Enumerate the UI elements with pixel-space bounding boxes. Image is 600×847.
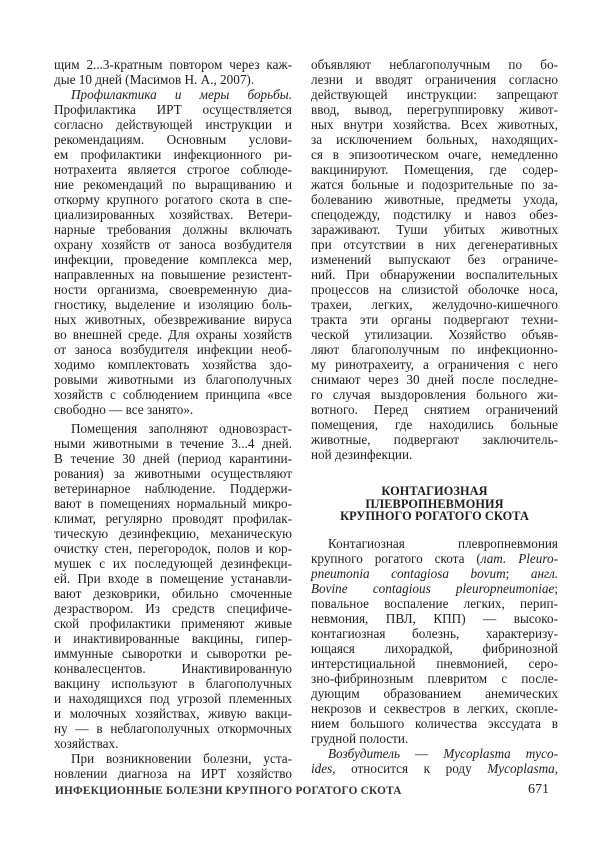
text-line: ем профилактики инфекционного ри- <box>54 147 292 162</box>
text-line: изменений выпускают без ограниче- <box>311 252 558 267</box>
text-line: дующим образованием анемических <box>311 685 558 701</box>
text-line: ной дезинфекции. <box>311 447 413 462</box>
text-line: ными животными в течение 3...4 дней. <box>54 436 292 451</box>
text-line: циализированных хозяйствах. Ветери- <box>54 207 292 222</box>
text-line: ческой утилизации. Хозяйство объяв- <box>311 327 558 342</box>
text-line: Профилактика ИРТ осуществляется <box>54 102 292 117</box>
text-line: новлении диагноза на ИРТ хозяйство <box>54 766 292 781</box>
text-line: иммунные сыворотки и сыворотки ре- <box>54 646 292 661</box>
text-line: щим 2...3-кратным повтором через каж- <box>54 57 292 72</box>
text-line: хозяйств с соблюдением принципа «все <box>54 387 292 402</box>
right-column <box>311 57 558 776</box>
text-line: некрозов и секвестров в легких, скопле- <box>311 700 558 716</box>
text-line: вакцину используют в благополучных <box>54 676 292 691</box>
text-line: В течение 30 дней (период карантини- <box>54 451 292 466</box>
text-line: согласно действующей инструкции и <box>54 117 292 132</box>
text-line: процессов на слизистой оболочке носа, <box>311 282 558 297</box>
text-line: во внешней среде. Для охраны хозяйств <box>54 327 292 342</box>
text-line: направленных на повышение резистент- <box>54 267 292 282</box>
italic-text: Возбудитель <box>328 745 400 761</box>
text-line: очистку стен, перегородок, полов и кор- <box>54 541 292 556</box>
paragraph <box>54 57 292 87</box>
paragraph <box>311 746 558 776</box>
text-line: ных животных, обезвреживание вируса <box>54 312 292 327</box>
text-line: тическую дезинфекцию, механическую <box>54 526 292 541</box>
text-line: и молочных хозяйствах, живую вакци- <box>54 706 292 721</box>
section-heading <box>311 485 558 523</box>
text-line: рования) за животными осуществляют <box>54 466 292 481</box>
text-line: ходимо комплектовать хозяйства здо- <box>54 357 292 372</box>
text-line: го случая выздоровления больного жи- <box>311 387 558 402</box>
text-line: невмония, ПВЛ, КПП) — высоко- <box>311 610 558 626</box>
text-line <box>54 87 292 102</box>
text-line: нием большого количества экссудата в <box>311 715 558 731</box>
text-line: ных внутри хозяйства. Всех животных, <box>311 117 558 132</box>
text-line: свободно — все занято». <box>54 402 194 417</box>
text-line: гностику, выделение и изоляцию боль- <box>54 297 292 312</box>
text-line: трахеи, легких, желудочно-кишечного <box>311 297 558 312</box>
paragraph <box>54 421 292 751</box>
italic-text: ides <box>311 760 333 776</box>
text-line: ей. При входе в помещение устанавли- <box>54 571 292 586</box>
right-column-text-after-heading <box>311 536 558 776</box>
italic-text: Bovine contagious pleuropneumoniae <box>311 580 555 596</box>
paragraph <box>54 751 292 781</box>
text-line: спецодежду, подстилку и навоз обез- <box>311 207 558 222</box>
paragraph <box>311 57 558 462</box>
text-line: нотрахеита является строгое соблюде- <box>54 162 292 177</box>
italic-text: англ. <box>530 565 559 581</box>
text-line: при отсутствии в них дегенеративных <box>311 237 558 252</box>
section-heading-line: КРУПНОГО РОГАТОГО СКОТА <box>340 509 529 524</box>
running-footer-title: ИНФЕКЦИОННЫЕ БОЛЕЗНИ КРУПНОГО РОГАТОГО СКОТА <box>55 785 402 797</box>
text-line: снимают через 30 дней после последне- <box>311 372 558 387</box>
text-line: вают дезковрики, обильно смоченные <box>54 586 292 601</box>
text-line: вотного. Перед снятием ограничений <box>311 402 558 417</box>
text-line: болеванию животные, предметы ухода, <box>311 192 558 207</box>
text-line: ние рекомендаций по выращиванию и <box>54 177 292 192</box>
text-line: ся в эпизоотическом очаге, немедленно <box>311 147 558 162</box>
section-heading-line: ПЛЕВРОПНЕВМОНИЯ <box>365 496 504 511</box>
text-line: крупного рогатого скота (лат. Pleuro- <box>311 550 559 566</box>
text-line: климат, регулярно проводят профилак- <box>54 511 292 526</box>
text-line: дые 10 дней (Масимов Н. А., 2007). <box>54 72 255 87</box>
paragraph <box>311 536 558 746</box>
italic-text: лат. Pleuro- <box>480 550 559 566</box>
text-line: ввод, вывод, перегруппировку живот- <box>311 102 558 117</box>
text-line: ides, относится к роду Mycoplasma, <box>311 760 558 776</box>
text-line: тракта эти органы подвергают техни- <box>311 312 558 327</box>
text-line: зараживают. Туши убитых животных <box>311 222 558 237</box>
text-line: вают в помещениях нормальный микро- <box>54 496 292 511</box>
text-line: ровыми животными из благополучных <box>54 372 292 387</box>
text-line: контагиозная болезнь, характеризу- <box>311 625 558 641</box>
text-line: ющаяся лихорадкой, фибринозной <box>311 640 558 656</box>
text-line: Контагиозная плевропневмония <box>328 535 558 551</box>
text-line: интерстициальной пневмонией, серо- <box>311 655 558 671</box>
text-line: дезраствором. Из средств специфиче- <box>54 601 292 616</box>
text-line: ну — в неблагополучных откормочных <box>54 721 292 736</box>
text-line: му ринотрахеиту, а ограничения с него <box>311 357 558 372</box>
text-line: Bovine contagious pleuropneumoniae; <box>311 580 558 596</box>
text-line: лезни и вводят ограничения согласно <box>311 72 558 87</box>
text-line: за исключением больных, находящих- <box>311 132 558 147</box>
italic-text: Mycoplasma <box>487 760 555 776</box>
text-line: грудной полости. <box>311 730 409 746</box>
text-line: Возбудитель — Mycoplasma myco- <box>328 745 558 761</box>
text-line: рекомендациям. Основным услови- <box>54 132 292 147</box>
text-line: ской профилактики применяют живые <box>54 616 292 631</box>
text-line: конвалесцентов. Инактивированную <box>54 661 292 676</box>
text-line: инфекции, проведение комплекса мер, <box>54 252 292 267</box>
text-line: действующей инструкции: запрещают <box>311 87 558 102</box>
text-line: охрану хозяйств от заноса возбудителя <box>54 237 292 252</box>
text-line: зно-фибринозным плевритом с после- <box>311 670 558 686</box>
text-line: При возникновении болезни, уста- <box>71 751 292 766</box>
text-line: откорму крупного рогатого скота в спе- <box>54 192 292 207</box>
text-line: мушек с их последующей дезинфекци- <box>54 556 292 571</box>
text-line: от заноса возбудителя инфекции необ- <box>54 342 292 357</box>
text-line: объявляют неблагополучным по бо- <box>311 57 558 72</box>
italic-text: Профилактика и меры борьбы. <box>71 87 292 102</box>
text-line: хозяйствах. <box>54 736 119 751</box>
text-line: ветеринарное наблюдение. Поддержи- <box>54 481 292 496</box>
text-line: животные, подвергают заключитель- <box>311 432 558 447</box>
italic-text: pneumonia contagiosa bovum <box>311 565 506 581</box>
text-line: и находящихся под угрозой племенных <box>54 691 292 706</box>
right-column-text-before-heading <box>311 57 558 462</box>
text-line: ности организма, своевременную диа- <box>54 282 292 297</box>
text-line: pneumonia contagiosa bovum; англ. <box>311 565 559 581</box>
paragraph <box>54 87 292 417</box>
text-line: Помещения заполняют одновозраст- <box>71 421 292 436</box>
text-line: ляют благополучным по инфекционно- <box>311 342 558 357</box>
text-line: жатся больные и подозрительные по за- <box>311 177 558 192</box>
text-line: повальное воспаление легких, перип- <box>311 595 558 611</box>
text-line: нарные требования должны включать <box>54 222 292 237</box>
page-number: 671 <box>528 782 549 797</box>
text-line: вакцинируют. Помещения, где содер- <box>311 162 558 177</box>
text-line: ний. При обнаружении воспалительных <box>311 267 558 282</box>
italic-text: Mycoplasma myco- <box>443 745 558 761</box>
text-line: и инактивированные вакцины, гипер- <box>54 631 292 646</box>
section-heading-line: КОНТАГИОЗНАЯ <box>381 484 488 498</box>
left-column <box>54 57 292 781</box>
text-line: помещения, где находились больные <box>311 417 558 432</box>
